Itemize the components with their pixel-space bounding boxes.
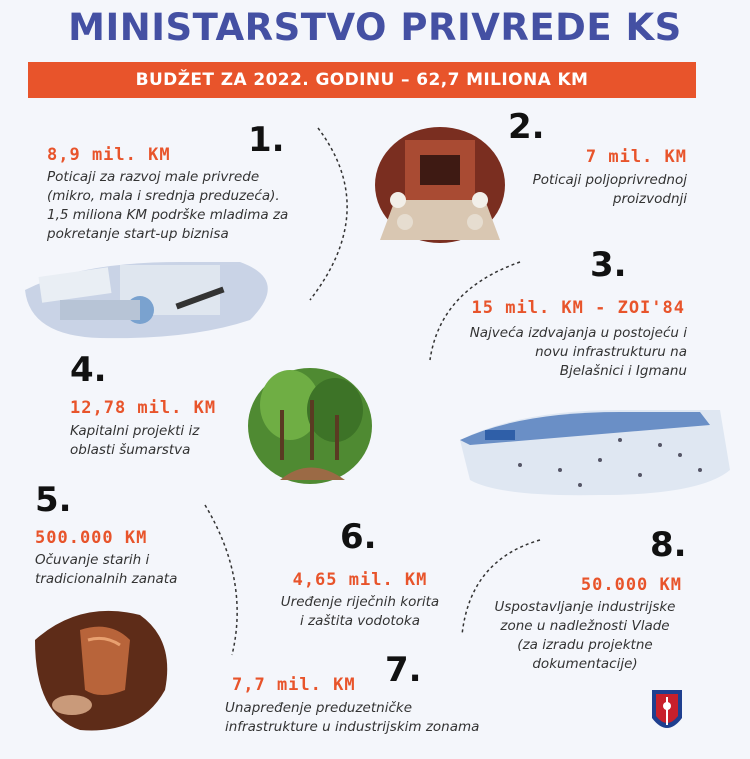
- item-7-amount: 7,7 mil. KM: [232, 675, 356, 695]
- item-5-number: 5.: [35, 480, 72, 520]
- item-7-number: 7.: [385, 650, 422, 690]
- item-5-line: Očuvanje starih i: [35, 552, 150, 568]
- item-1-number: 1.: [248, 120, 285, 160]
- item-6-amount: 4,65 mil. KM: [292, 570, 428, 590]
- item-6-line: i zaštita vodotoka: [299, 613, 421, 629]
- item-3-line: Najveća izdvajanja u postojeću i: [469, 325, 687, 341]
- item-5-description: [35, 551, 215, 589]
- ski-slope-image: [460, 410, 730, 495]
- item-8-line: (za izradu projektne: [517, 637, 653, 653]
- item-8-line: Uspostavljanje industrijske: [494, 599, 676, 615]
- item-4-description: [70, 422, 250, 460]
- page-title: MINISTARSTVO PRIVREDE KS: [68, 6, 682, 49]
- item-2-line: proizvodnji: [612, 191, 687, 207]
- item-1-line: pokretanje start-up biznisa: [47, 226, 229, 242]
- item-1-description: [47, 168, 317, 244]
- item-1-line: Poticaji za razvoj male privrede: [47, 169, 260, 185]
- item-4-number: 4.: [70, 350, 107, 390]
- item-8-number: 8.: [650, 525, 687, 565]
- item-5-line: tradicionalnih zanata: [35, 571, 178, 587]
- forest-image: [248, 368, 372, 484]
- item-1-line: (mikro, mala i srednja preduzeća).: [47, 188, 280, 204]
- item-7-line: infrastrukture u industrijskim zonama: [225, 719, 480, 735]
- item-6-line: Uređenje riječnih korita: [280, 594, 440, 610]
- budget-banner: BUDŽET ZA 2022. GODINU – 62,7 MILIONA KM: [28, 62, 696, 98]
- item-4-line: Kapitalni projekti iz: [70, 423, 200, 439]
- item-8-description: [470, 598, 700, 674]
- item-3-description: [430, 324, 687, 381]
- item-5-amount: 500.000 KM: [35, 528, 148, 548]
- item-3-amount: 15 mil. KM - ZOI'84: [471, 298, 685, 318]
- item-2-number: 2.: [508, 107, 545, 147]
- item-2-description: [480, 171, 687, 209]
- item-3-number: 3.: [590, 245, 627, 285]
- item-7-description: [225, 699, 525, 737]
- item-4-line: oblasti šumarstva: [70, 442, 191, 458]
- copper-craft-image: [35, 611, 167, 731]
- item-8-amount: 50.000 KM: [580, 575, 682, 595]
- item-2-amount: 7 mil. KM: [585, 147, 687, 167]
- item-7-line: Unapređenje preduzetničke: [225, 700, 413, 716]
- item-6-number: 6.: [340, 517, 377, 557]
- item-1-line: 1,5 miliona KM podrške mladima za: [47, 207, 289, 223]
- item-1-amount: 8,9 mil. KM: [47, 145, 171, 165]
- item-8-line: zone u nadležnosti Vlade: [500, 618, 670, 634]
- item-6-description: [260, 593, 460, 631]
- item-2-line: Poticaji poljoprivrednoj: [532, 172, 687, 188]
- item-8-line: dokumentacije): [532, 656, 638, 672]
- office-desk-image: [25, 262, 268, 338]
- item-3-line: novu infrastrukturu na: [535, 344, 687, 360]
- item-4-amount: 12,78 mil. KM: [70, 398, 217, 418]
- coat-of-arms-icon: [652, 690, 682, 728]
- item-3-line: Bjelašnici i Igmanu: [559, 363, 687, 379]
